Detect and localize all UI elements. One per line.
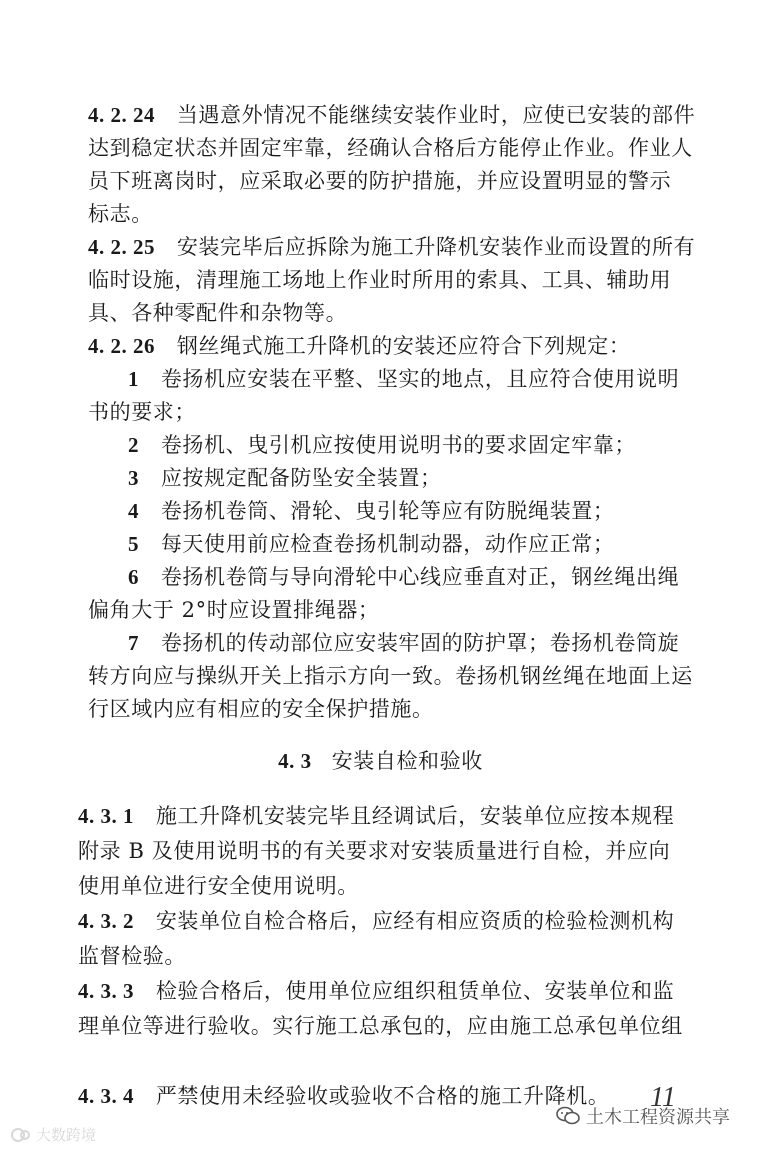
- clause-text: 安装完毕后应拆除为施工升降机安装作业而设置的所有: [176, 235, 696, 259]
- item-7-line-3: 行区域内应有相应的安全保护措施。: [88, 697, 434, 721]
- item-number: 6: [128, 565, 139, 589]
- item-text: 卷扬机卷筒与导向滑轮中心线应垂直对正，钢丝绳出绳: [160, 565, 680, 589]
- clause-text: 施工升降机安装完毕且经调试后，安装单位应按本规程: [155, 804, 675, 828]
- clause-4-3-3-line-1: [78, 976, 674, 1006]
- item-7-line-2: 转方向应与操纵开关上指示方向一致。卷扬机钢丝绳在地面上运: [88, 664, 693, 688]
- watermark-left-text: 大数跨境: [36, 1126, 97, 1144]
- item-6-line-2: 偏角大于 2°时应设置排绳器；: [88, 598, 380, 622]
- watermark-logo-icon: [10, 1127, 32, 1143]
- clause-4-2-25-line-3: 具、各种零配件和杂物等。: [88, 301, 348, 325]
- clause-4-2-25-line-1: [88, 232, 695, 262]
- watermark-left: [10, 1124, 96, 1145]
- clause-4-2-24-line-3: 员下班离岗时，应采取必要的防护措施，并应设置明显的警示: [88, 169, 672, 193]
- clause-number: 4. 2. 24: [88, 103, 155, 127]
- item-number: 4: [128, 499, 139, 523]
- clause-4-2-24-line-1: [88, 100, 695, 130]
- item-text: 卷扬机的传动部位应安装牢固的防护罩；卷扬机卷筒旋: [160, 631, 680, 655]
- item-text: 每天使用前应检查卷扬机制动器，动作应正常；: [160, 532, 615, 556]
- clause-text: 安装单位自检合格后，应经有相应资质的检验检测机构: [155, 909, 675, 933]
- clause-4-2-24-line-2: 达到稳定状态并固定牢靠，经确认合格后方能停止作业。作业人: [88, 136, 693, 160]
- clause-4-3-1-line-3: 使用单位进行安全使用说明。: [78, 874, 359, 898]
- clause-number: 4. 3. 4: [78, 1084, 134, 1108]
- item-1-line-1: [128, 364, 679, 394]
- clause-4-2-26-line-1: [88, 331, 630, 361]
- clause-4-3-1-line-1: [78, 801, 674, 831]
- watermark-right-text: 土木工程资源共享: [586, 1107, 730, 1128]
- item-6-line-1: [128, 562, 679, 592]
- item-5-line-1: [128, 529, 614, 559]
- clause-text: 钢丝绳式施工升降机的安装还应符合下列规定：: [176, 334, 631, 358]
- item-4-line-1: [128, 496, 614, 526]
- item-text: 应按规定配备防坠安全装置；: [160, 466, 442, 490]
- clause-text: 严禁使用未经验收或验收不合格的施工升降机。: [155, 1084, 610, 1108]
- item-text: 卷扬机卷筒、滑轮、曳引轮等应有防脱绳装置；: [160, 499, 615, 523]
- item-2-line-1: [128, 430, 636, 460]
- item-number: 1: [128, 367, 139, 391]
- clause-text: 检验合格后，使用单位应组织租赁单位、安装单位和监: [155, 979, 675, 1003]
- clause-4-3-3-line-2: 理单位等进行验收。实行施工总承包的，应由施工总承包单位组: [78, 1014, 683, 1038]
- clause-number: 4. 2. 26: [88, 334, 155, 358]
- clause-number: 4. 2. 25: [88, 235, 155, 259]
- section-number: 4. 3: [278, 749, 312, 773]
- section-heading: [0, 746, 761, 776]
- item-number: 5: [128, 532, 139, 556]
- clause-4-3-2-line-2: 监督检验。: [78, 944, 186, 968]
- clause-4-2-24-line-4: 标志。: [88, 202, 153, 226]
- item-number: 3: [128, 466, 139, 490]
- item-number: 2: [128, 433, 139, 457]
- item-text: 卷扬机应安装在平整、坚实的地点，且应符合使用说明: [160, 367, 680, 391]
- item-1-line-2: 书的要求；: [88, 400, 196, 424]
- clause-number: 4. 3. 1: [78, 804, 134, 828]
- item-number: 7: [128, 631, 139, 655]
- section-title: 安装自检和验收: [331, 749, 483, 773]
- item-text: 卷扬机、曳引机应按使用说明书的要求固定牢靠；: [160, 433, 637, 457]
- clause-4-3-4-line-1: [78, 1081, 609, 1111]
- clause-4-3-2-line-1: [78, 906, 674, 936]
- clause-text: 当遇意外情况不能继续安装作业时，应使已安装的部件: [176, 103, 696, 127]
- clause-number: 4. 3. 2: [78, 909, 134, 933]
- clause-4-2-25-line-2: 临时设施，清理施工场地上作业时所用的索具、工具、辅助用: [88, 268, 672, 292]
- item-3-line-1: [128, 463, 442, 493]
- clause-number: 4. 3. 3: [78, 979, 134, 1003]
- page-number: 11: [650, 1082, 676, 1113]
- clause-4-3-1-line-2: 附录 B 及使用说明书的有关要求对安装质量进行自检，并应向: [78, 839, 671, 863]
- item-7-line-1: [128, 628, 679, 658]
